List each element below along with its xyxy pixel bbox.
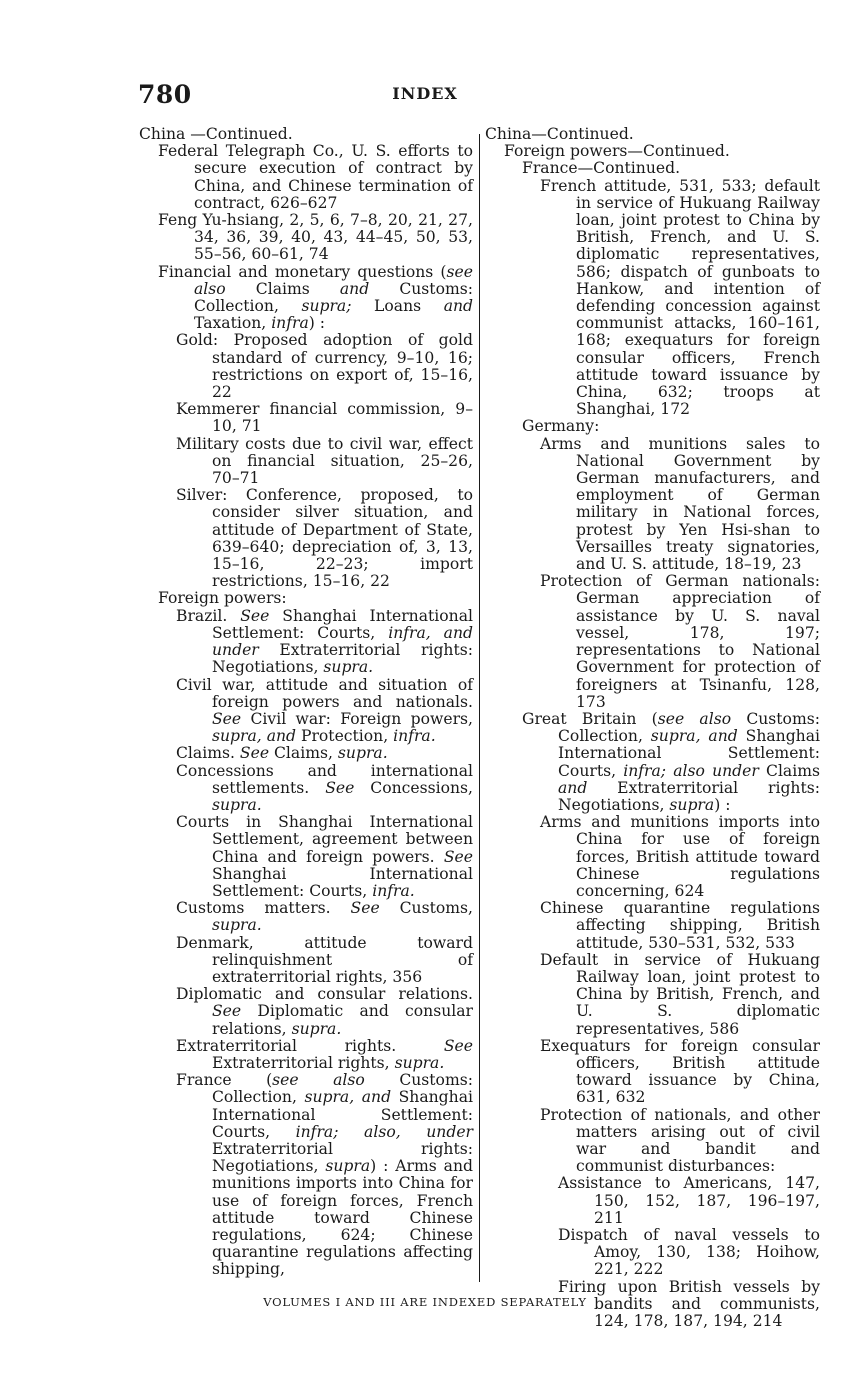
index-entry: Great Britain (see also Customs: Collection, supra, and Shanghai International Settlement: Courts, infra; also under Claims and Extraterritorial rights: Negotiations, supra) : (522, 709, 821, 814)
index-entry: Silver: Conference, proposed, to consider silver situation, and attitude of Department of State, 639–640; depreciation of, 3, 13, 15–16, 22–23; import restrictions, 15–16, 22 (176, 486, 473, 591)
column-rule (479, 134, 480, 1282)
index-entry: Denmark, attitude toward relinquishment of extraterritorial rights, 356 (176, 933, 473, 986)
index-entry: Default in service of Hukuang Railway loan, joint protest to China by British, French, and U. S. diplomatic representatives, 586 (540, 950, 820, 1038)
index-entry: Exequaturs for foreign consular officers, British attitude toward issuance by China, 631, 632 (540, 1036, 820, 1107)
index-entry: Gold: Proposed adoption of gold standard of currency, 9–10, 16; restrictions on export of, 15–16, 22 (176, 331, 473, 402)
index-entry: Protection of German nationals: German appreciation of assistance by U. S. naval vessel, 178, 197; representations to National Government for protection of foreigners at Tsinanfu, 128, 173 (540, 572, 820, 711)
index-entry: Arms and munitions imports into China for use of foreign forces, British attitude toward Chinese regulations concerning, 624 (540, 813, 820, 900)
index-entry: French attitude, 531, 533; default in service of Hukuang Railway loan, joint protest to China by British, French, and U. S. diplomatic representatives, 586; dispatch of gunboats to Hankow, and intention of defending concession against communist attacks, 160–161, 168; exequaturs for foreign consular officers, French attitude toward issuance by China, 632; troops at Shanghai, 172 (540, 176, 820, 419)
index-entry: China—Continued. (485, 125, 634, 143)
index-entry: Arms and munitions sales to National Government by German manufacturers, and employment of German military in National forces, protest by Yen Hsi-shan to Versailles treaty signatories, and U. S. attitude, 18–19, 23 (540, 434, 820, 574)
index-entry: Protection of nationals, and other matters arising out of civil war and bandit and communist disturbances: (540, 1105, 820, 1176)
running-head: INDEX (392, 84, 458, 103)
index-entry: Extraterritorial rights. See Extraterritorial rights, supra. (176, 1036, 473, 1072)
footer-note: VOLUMES I AND III ARE INDEXED SEPARATELY (263, 1295, 587, 1309)
left-index-column (139, 126, 473, 1279)
index-entry: Kemmerer financial commission, 9–10, 71 (176, 400, 473, 436)
index-entry: Foreign powers—Continued. (504, 142, 730, 161)
right-index-column (485, 126, 820, 1330)
index-entry: France—Continued. (522, 159, 681, 178)
index-entry: Military costs due to civil war, effect on financial situation, 25–26, 70–71 (176, 434, 473, 488)
index-entry: Financial and monetary questions (see also Claims and Customs: Collection, supra; Loans and Taxation, infra) : (158, 262, 474, 333)
index-entry: Brazil. See Shanghai International Settlement: Courts, infra, and under Extraterritorial rights: Negotiations, supra. (176, 606, 473, 677)
index-entry: Firing upon British vessels by bandits and communists, 124, 178, 187, 194, 214 (558, 1277, 820, 1331)
page-number: 780 (138, 80, 192, 109)
index-entry: Civil war, attitude and situation of foreign powers and nationals. See Civil war: Foreign powers, supra, and Protection, infra. (176, 675, 473, 746)
index-entry: Courts in Shanghai International Settlement, agreement between China and foreign powers. See Shanghai International Settlement: Courts, infra. (176, 813, 473, 900)
index-entry: Federal Telegraph Co., U. S. efforts to secure execution of contract by China, and Chinese termination of contract, 626–627 (158, 142, 473, 212)
index-entry: Diplomatic and consular relations. See Diplomatic and consular relations, supra. (176, 985, 473, 1038)
index-entry: Germany: (522, 417, 600, 436)
index-entry: Customs matters. See Customs, supra. (176, 899, 473, 935)
index-entry: China —Continued. (139, 125, 293, 143)
index-entry: Chinese quarantine regulations affecting shipping, British attitude, 530–531, 532, 533 (540, 899, 820, 952)
index-entry: Feng Yu-hsiang, 2, 5, 6, 7–8, 20, 21, 27, 34, 36, 39, 40, 43, 44–45, 50, 53, 55–56, 60–61, 74 (158, 211, 473, 264)
index-entry: Claims. See Claims, supra. (176, 744, 388, 763)
index-entry: Dispatch of naval vessels to Amoy, 130, 138; Hoihow, 221, 222 (558, 1226, 820, 1279)
index-entry: Concessions and international settlements. See Concessions, supra. (176, 761, 473, 814)
index-entry: France (see also Customs: Collection, supra, and Shanghai International Settlement: Courts, infra; also, under Extraterritorial rights: Negotiations, supra) : Arms and munitions imports into China for use of foreign forces, French attitude toward Chinese regulations, 624; Chinese quarantine regulations affecting shipping, (176, 1071, 474, 1279)
index-entry: Foreign powers: (158, 589, 287, 608)
index-entry: Assistance to Americans, 147, 150, 152, 187, 196–197, 211 (558, 1174, 820, 1227)
